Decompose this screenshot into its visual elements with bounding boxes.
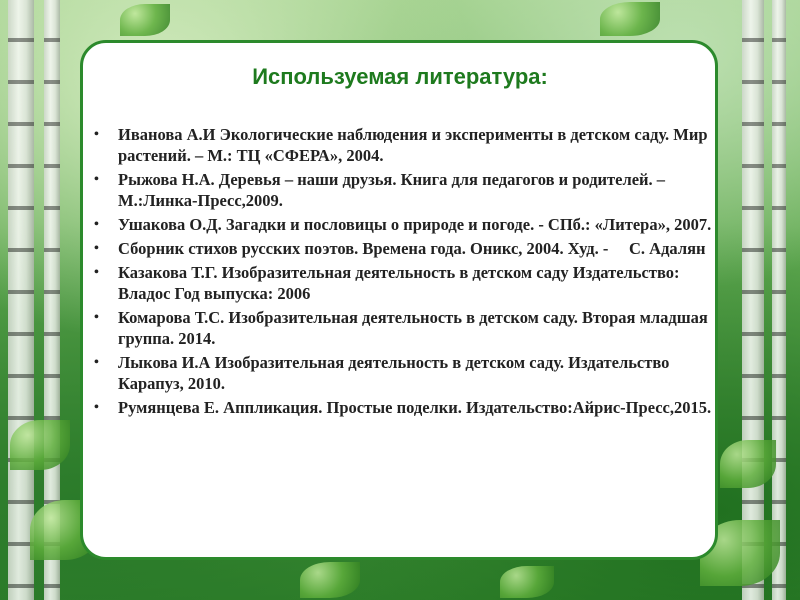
reference-text: Комарова Т.С. Изобразительная деятельность в детском саду. Вторая младшая группа. 2014. [118, 308, 708, 348]
leaf-decoration [10, 420, 70, 470]
bullet-icon: • [94, 265, 99, 280]
reference-text: Иванова А.И Экологические наблюдения и эксперименты в детском саду. Мир растений. – М.: ТЦ «СФЕРА», 2004. [118, 125, 708, 165]
leaf-decoration [120, 4, 170, 36]
bullet-icon: • [94, 241, 99, 256]
bullet-icon: • [94, 127, 99, 142]
list-item [90, 307, 712, 349]
list-item [90, 352, 712, 394]
reference-text: Сборник стихов русских поэтов. Времена года. Оникс, 2004. Худ. - С. Адалян [118, 239, 706, 258]
bullet-icon: • [94, 172, 99, 187]
leaf-decoration [300, 562, 360, 598]
bullet-icon: • [94, 400, 99, 415]
reference-text: Румянцева Е. Аппликация. Простые поделки. Издательство:Айрис-Пресс,2015. [118, 398, 712, 417]
leaf-decoration [600, 2, 660, 36]
reference-text: Ушакова О.Д. Загадки и пословицы о природе и погоде. - СПб.: «Литера», 2007. [118, 215, 712, 234]
birch-trunk-right-2 [772, 0, 786, 600]
bullet-icon: • [94, 355, 99, 370]
list-item [90, 169, 712, 211]
page-title: Используемая литература: [252, 64, 548, 89]
list-item [90, 262, 712, 304]
birch-trunk-right-1 [742, 0, 764, 600]
bullet-icon: • [94, 310, 99, 325]
list-item [90, 238, 712, 259]
reference-text: Лыкова И.А Изобразительная деятельность в детском саду. Издательство Карапуз, 2010. [118, 353, 670, 393]
list-item [90, 214, 712, 235]
list-item [90, 397, 712, 418]
reference-list [90, 124, 712, 421]
reference-text: Рыжова Н.А. Деревья – наши друзья. Книга для педагогов и родителей. – М.:Линка-Пресс,2009. [118, 170, 666, 210]
list-item [90, 124, 712, 166]
bullet-icon: • [94, 217, 99, 232]
birch-trunk-left-1 [8, 0, 34, 600]
leaf-decoration [500, 566, 554, 598]
reference-text: Казакова Т.Г. Изобразительная деятельность в детском саду Издательство: Владос Год выпуска: 2006 [118, 263, 680, 303]
leaf-decoration [720, 440, 776, 488]
